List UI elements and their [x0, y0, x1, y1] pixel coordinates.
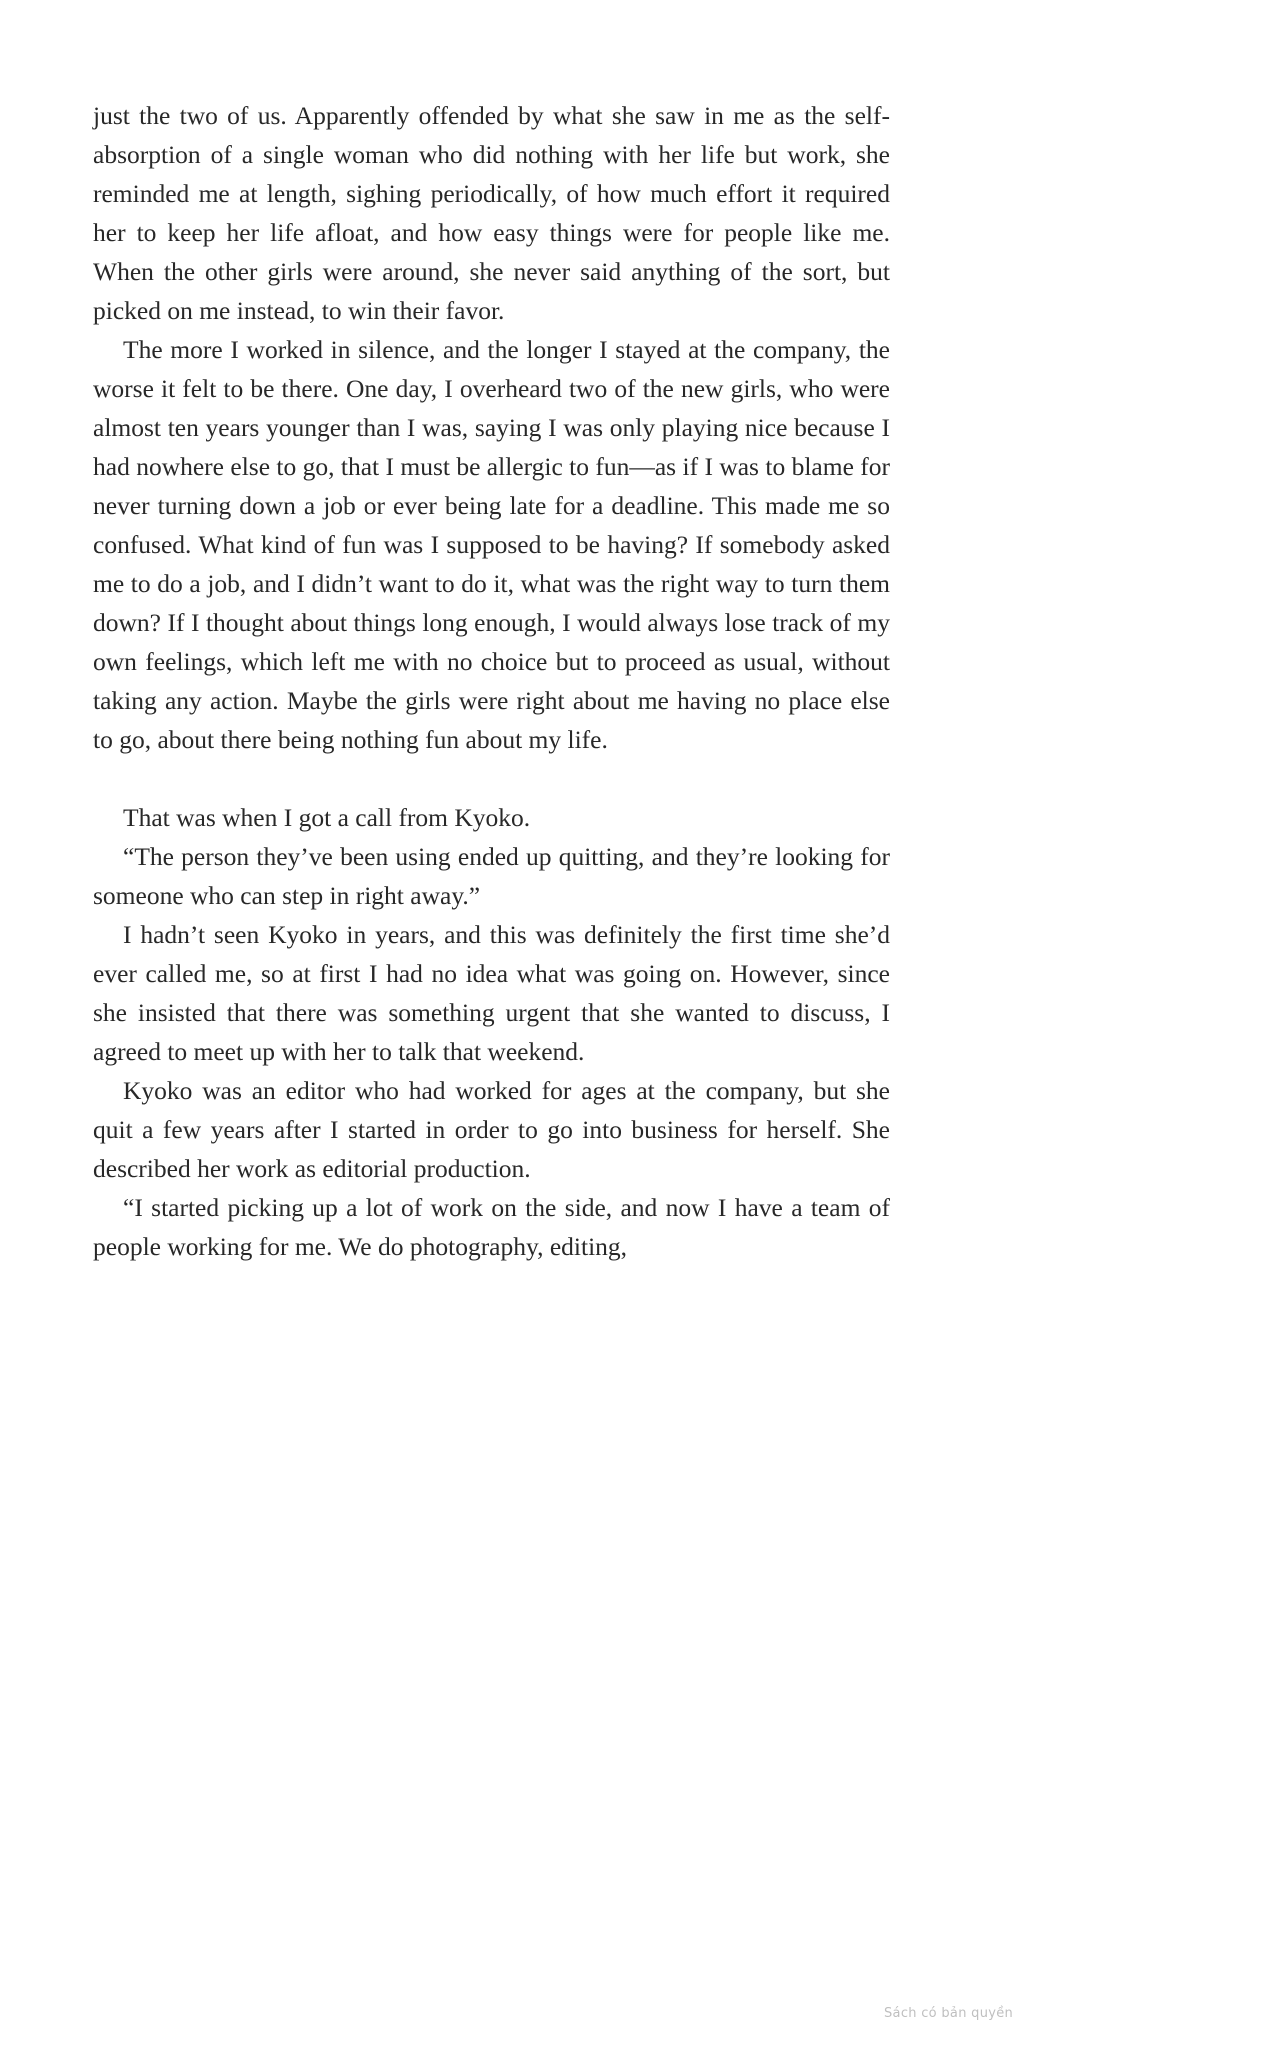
paragraph: “The person they’ve been using ended up quitting, and they’re looking for someone who can step in right away.” — [93, 842, 890, 910]
paragraph: The more I worked in silence, and the longer I stayed at the company, the worse it felt to be there. One day, I overheard two of the new girls, who were almost ten years younger than I was, saying I was only playing nice because I had nowhere else to go, that I must be allergic to fun—as if I was to blame for never turning down a job or ever being late for a deadline. This made me so confused. What kind of fun was I supposed to be having? If somebody asked me to do a job, and I didn’t want to do it, what was the right way to turn them down? If I thought about things long enough, I would always lose track of my own feelings, which left me with no choice but to proceed as usual, without taking any action. Maybe the girls were right about me having no place else to go, about there being nothing fun about my life. — [93, 335, 890, 754]
copyright-watermark: Sách có bản quyền — [884, 2006, 1014, 2021]
paragraph: That was when I got a call from Kyoko. — [123, 803, 531, 832]
paragraph: Kyoko was an editor who had worked for ages at the company, but she quit a few years after I started in order to go into business for herself. She described her work as editorial production. — [93, 1076, 890, 1183]
paragraph: I hadn’t seen Kyoko in years, and this was definitely the first time she’d ever called me, so at first I had no idea what was going on. However, since she insisted that there was something urgent that she wanted to discuss, I agreed to meet up with her to talk that weekend. — [93, 920, 890, 1066]
paragraph: just the two of us. Apparently offended by what she saw in me as the self-absorption of a single woman who did nothing with her life but work, she reminded me at length, sighing periodically, of how much effort it required her to keep her life afloat, and how easy things were for people like me. When the other girls were around, she never said anything of the sort, but picked on me instead, to win their favor. — [93, 101, 890, 325]
page-text — [93, 96, 890, 1266]
paragraph: “I started picking up a lot of work on the side, and now I have a team of people working for me. We do photography, editing, — [93, 1193, 890, 1261]
